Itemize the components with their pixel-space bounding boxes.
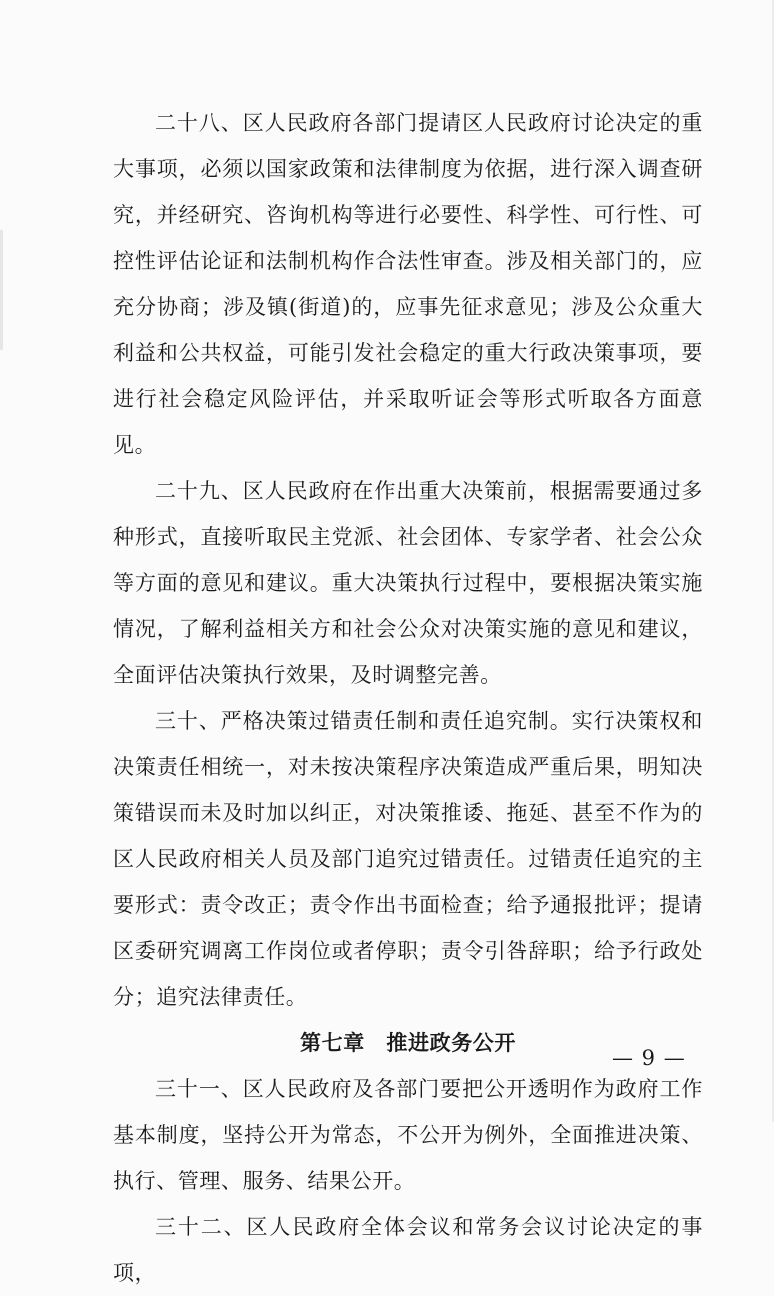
article-29-paragraph: 二十九、区人民政府在作出重大决策前，根据需要通过多种形式，直接听取民主党派、社会团体、专家学者、社会公众等方面的意见和建议。重大决策执行过程中，要根据决策实施情况，了解利益相关方和社会公众对决策实施的意见和建议，全面评估决策执行效果，及时调整完善。 xyxy=(113,479,703,687)
article-30-paragraph: 三十、严格决策过错责任制和责任追究制。实行决策权和决策责任相统一，对未按决策程序决策造成严重后果，明知决策错误而未及时加以纠正，对决策推诿、拖延、甚至不作为的区人民政府相关人员及部门追究过错责任。过错责任追究的主要形式：责令改正；责令作出书面检查；给予通报批评；提请区委研究调离工作岗位或者停职；责令引咎辞职；给予行政处分；追究法律责任。 xyxy=(113,709,703,1009)
page-number: — 9 — xyxy=(612,1046,686,1070)
article-31-paragraph: 三十一、区人民政府及各部门要把公开透明作为政府工作基本制度，坚持公开为常态，不公开为例外，全面推进决策、执行、管理、服务、结果公开。 xyxy=(113,1077,703,1193)
binding-mark xyxy=(0,230,3,350)
chapter-7-heading: 第七章 推进政务公开 xyxy=(300,1031,516,1055)
article-28-paragraph: 二十八、区人民政府各部门提请区人民政府讨论决定的重大事项，必须以国家政策和法律制度为依据，进行深入调查研究，并经研究、咨询机构等进行必要性、科学性、可行性、可控性评估论证和法制机构作合法性审查。涉及相关部门的，应充分协商；涉及镇(街道)的，应事先征求意见；涉及公众重大利益和公共权益，可能引发社会稳定的重大行政决策事项，要进行社会稳定风险评估，并采取听证会等形式听取各方面意见。 xyxy=(113,111,703,457)
page-content xyxy=(113,100,703,1296)
article-32-paragraph: 三十二、区人民政府全体会议和常务会议讨论决定的事项， xyxy=(113,1215,703,1285)
